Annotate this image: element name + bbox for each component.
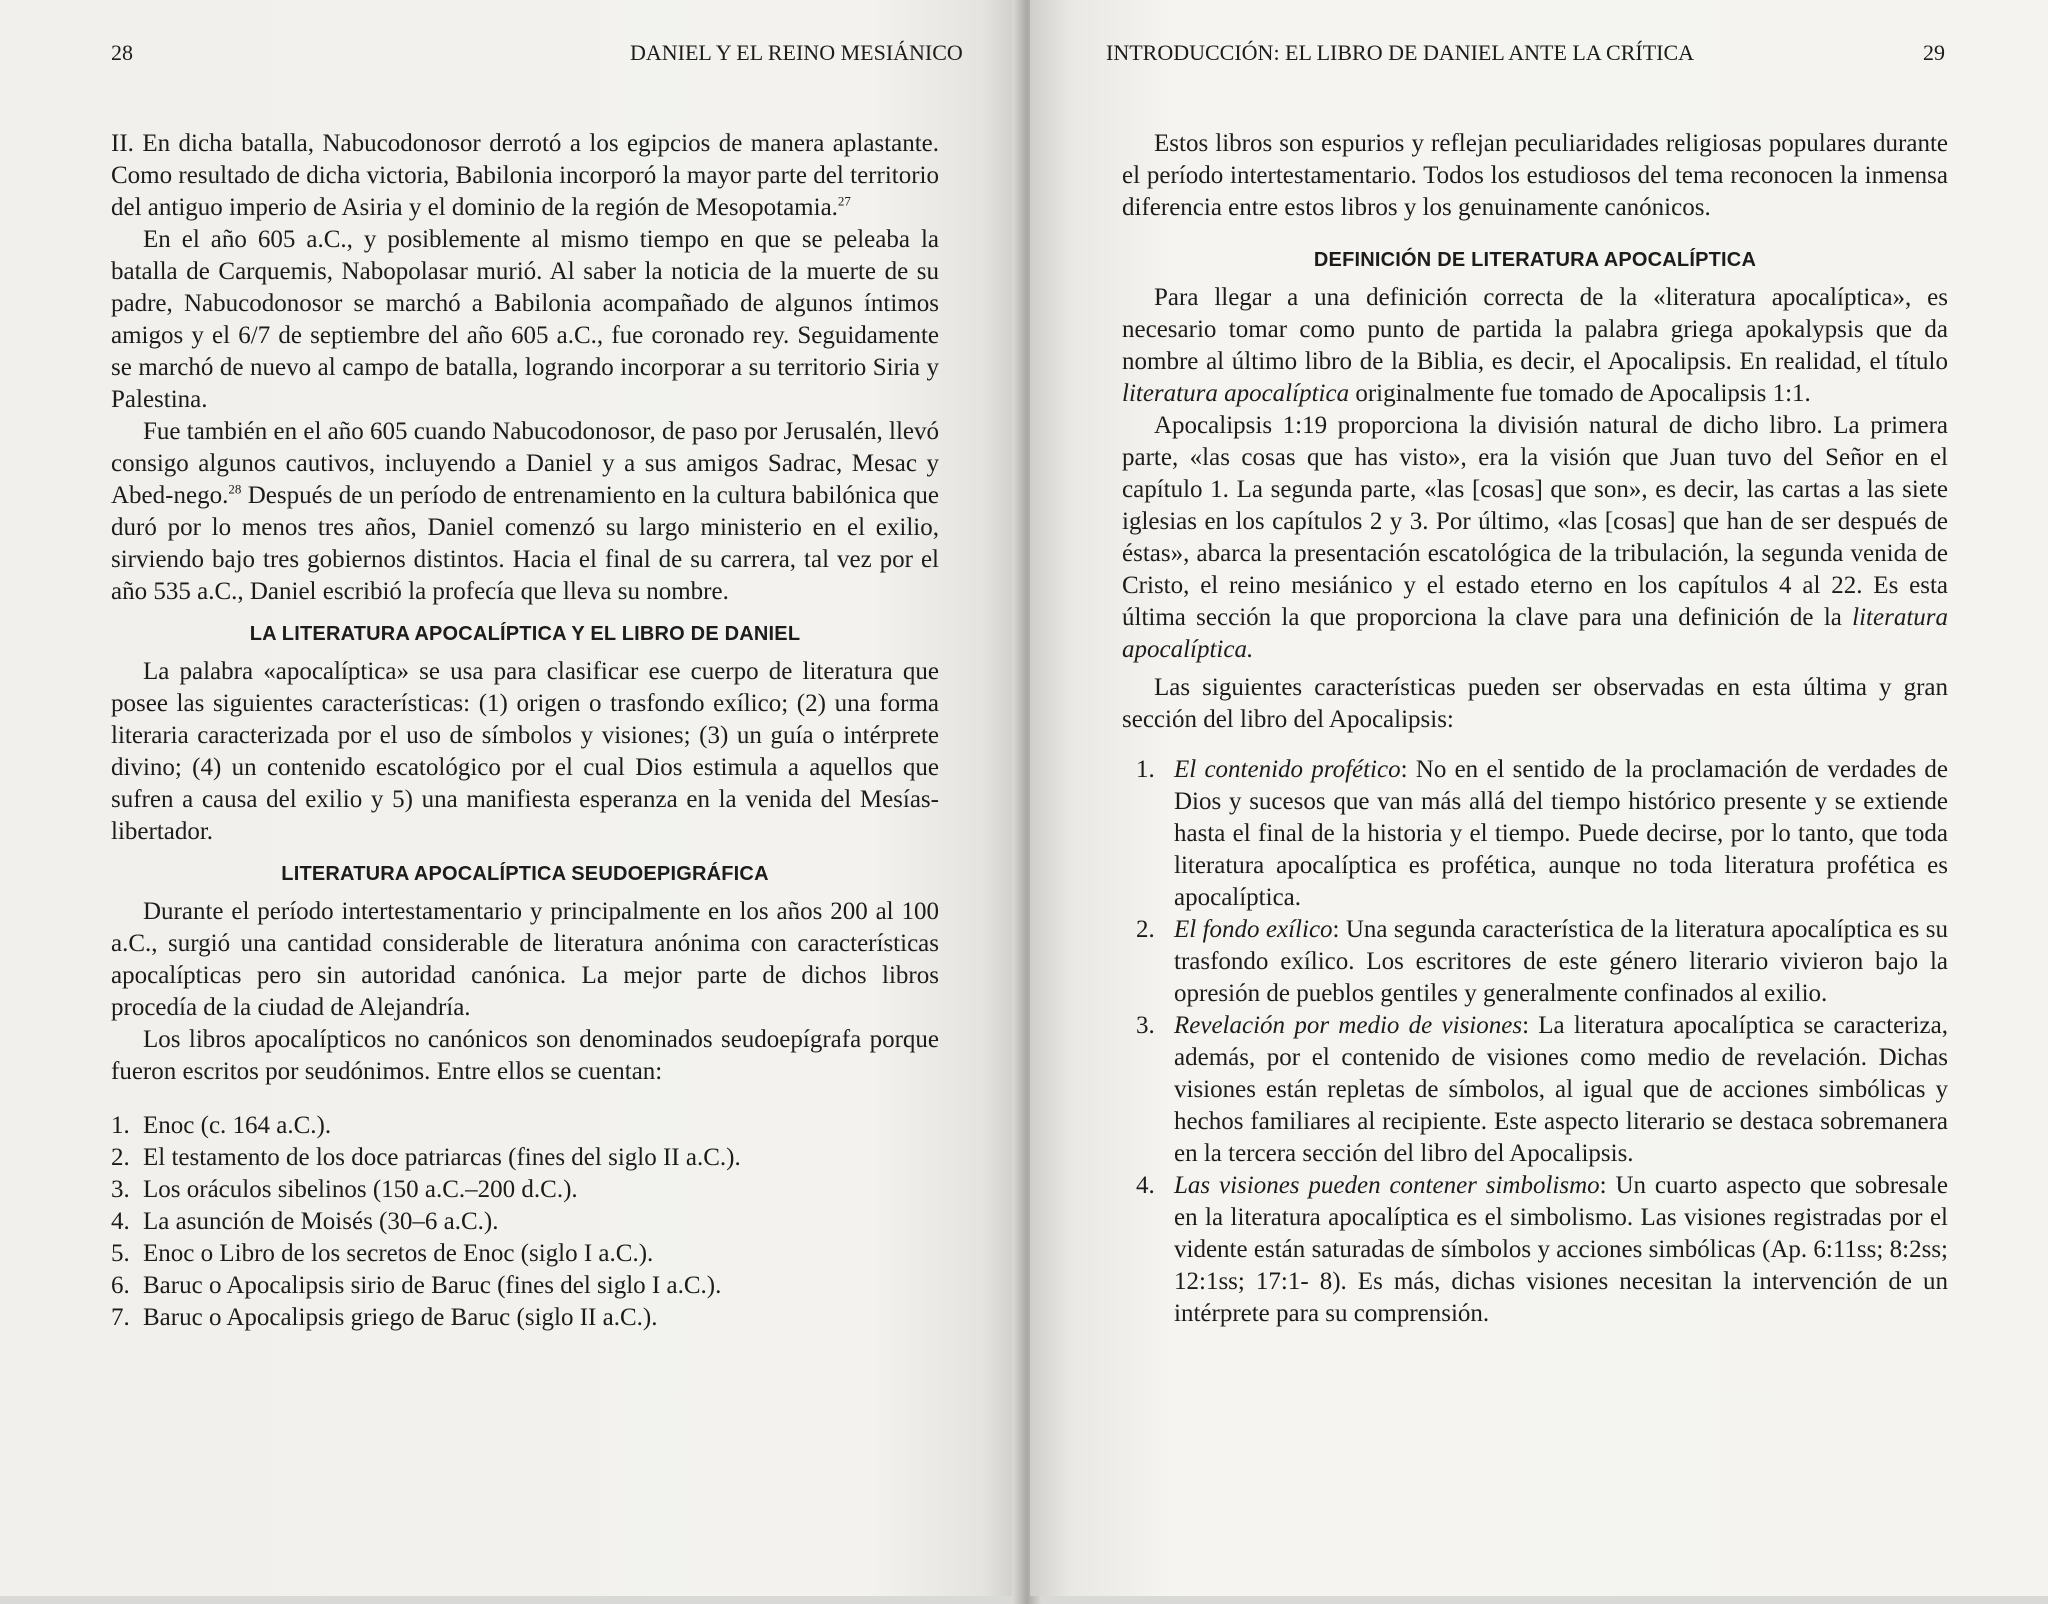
left-running-head: DANIEL Y EL REINO MESIÁNICO [630, 40, 963, 65]
pseudepigrapha-list [111, 1110, 939, 1334]
list-item: 1. El contenido profético: No en el sentido de la proclamación de verdades de Dios y sucesos que van más allá del tiempo histórico presente y se extiende hasta el final de la historia y el tiempo. Puede decirse, por lo tanto, que toda literatura apocalíptica es profética, aunque no toda literatura profética es apocalíptica. [1136, 756, 1949, 911]
footnote-ref: 27 [837, 193, 851, 209]
right-page [1030, 0, 2048, 1596]
list-item: 7. Baruc o Apocalipsis griego de Baruc (siglo II a.C.). [111, 1304, 658, 1331]
paragraph: Para llegar a una definición correcta de la «literatura apocalíptica», es necesario tomar como punto de partida la palabra griega apokalypsis que da nombre al último libro de la Biblia, es decir, el Apocalipsis. En realidad, el título literatura apocalíptica originalmente fue tomado de Apocalipsis 1:1. [1122, 284, 1948, 407]
right-running-head: INTRODUCCIÓN: EL LIBRO DE DANIEL ANTE LA CRÍTICA [1106, 40, 1695, 65]
section-heading: DEFINICIÓN DE LITERATURA APOCALÍPTICA [1313, 249, 1757, 271]
paragraph: Apocalipsis 1:19 proporciona la división natural de dicho libro. La primera parte, «las cosas que has visto», era la visión que Juan tuvo del Señor en el capítulo 1. La segunda parte, «las [cosas] que son», es decir, las cartas a las siete iglesias en los capítulos 2 y 3. Por último, «las [cosas] que han de ser después de éstas», abarca la presentación escatológica de la tribulación, la segunda venida de Cristo, el reino mesiánico y el estado eterno en los capítulos 4 al 22. Es esta última sección la que proporciona la clave para una definición de la literatura apocalíptica. [1122, 412, 1948, 663]
list-item: 5. Enoc o Libro de los secretos de Enoc (siglo I a.C.). [111, 1240, 654, 1267]
paragraph: Fue también en el año 605 cuando Nabucodonosor, de paso por Jerusalén, llevó consigo algunos cautivos, incluyendo a Daniel y a sus amigos Sadrac, Mesac y Abed-nego.$^{28}$ Después de un período de entrenamiento en la cultura babilónica que duró por lo menos tres años, Daniel comenzó su largo ministerio en el exilio, sirviendo bajo tres gobiernos distintos. Hacia el final de su carrera, tal vez por el año 535 a.C., Daniel escribió la profecía que lleva su nombre. [111, 418, 940, 605]
list-item: 1. Enoc (c. 164 a.C.). [111, 1112, 332, 1139]
section-heading: LA LITERATURA APOCALÍPTICA Y EL LIBRO DE DANIEL [249, 623, 801, 645]
paragraph: La palabra «apocalíptica» se usa para clasificar ese cuerpo de literatura que posee las siguientes características: (1) origen o trasfondo exílico; (2) una forma literaria caracterizada por el uso de símbolos y visiones; (3) un guía o intérprete divino; (4) un contenido escatológico por el cual Dios estimula a aquellos que sufren a causa del exilio y 5) una manifiesta esperanza en la venida del Mesías-libertador. [111, 658, 939, 845]
footnote-ref: 28 [228, 481, 242, 497]
paragraph: Estos libros son espurios y reflejan peculiaridades religiosas populares durante el período intertestamentario. Todos los estudiosos del tema reconocen la inmensa diferencia entre estos libros y los genuinamente canónicos. [1122, 130, 1948, 221]
paragraph: Los libros apocalípticos no canónicos son denominados seudoepígrafa porque fueron escritos por seudónimos. Entre ellos se cuentan: [111, 1026, 939, 1085]
list-item: 4. La asunción de Moisés (30–6 a.C.). [111, 1208, 499, 1235]
list-item: 3. Revelación por medio de visiones: La literatura apocalíptica se caracteriza, además, por el contenido de visiones como medio de revelación. Dichas visiones están repletas de símbolos, al igual que de acciones simbólicas y hechos familiares al recipiente. Este aspecto literario se destaca sobremanera en la tercera sección del libro del Apocalipsis. [1136, 1012, 1948, 1167]
left-body-text [111, 128, 939, 1334]
list-item: 3. Los oráculos sibelinos (150 a.C.–200 d.C.). [111, 1176, 578, 1203]
right-page-number: 29 [1923, 40, 1945, 65]
paragraph: Las siguientes características pueden ser observadas en esta última y gran sección del libro del Apocalipsis: [1122, 674, 1948, 733]
paragraph: En el año 605 a.C., y posiblemente al mismo tiempo en que se peleaba la batalla de Carquemis, Nabopolasar murió. Al saber la noticia de la muerte de su padre, Nabucodonosor se marchó a Babilonia acompañado de algunos íntimos amigos y el 6/7 de septiembre del año 605 a.C., fue coronado rey. Seguidamente se marchó de nuevo al campo de batalla, logrando incorporar a su territorio Siria y Palestina. [111, 226, 939, 413]
left-page-number: 28 [111, 40, 133, 65]
section-heading: LITERATURA APOCALÍPTICA SEUDOEPIGRÁFICA [281, 863, 769, 885]
list-item: 2. El testamento de los doce patriarcas (fines del siglo II a.C.). [111, 1144, 741, 1171]
right-body-text [1122, 128, 1948, 1330]
characteristics-list [1122, 754, 1948, 1330]
list-item: 4. Las visiones pueden contener simbolismo: Un cuarto aspecto que sobresale en la literatura apocalíptica es el simbolismo. Las visiones registradas por el vidente están saturadas de símbolos y acciones simbólicas (Ap. 6:11ss; 8:2ss; 12:1ss; 17:1- 8). Es más, dichas visiones necesitan la intervención de un intérprete para su comprensión. [1136, 1172, 1949, 1327]
paragraph: II. En dicha batalla, Nabucodonosor derrotó a los egipcios de manera aplastante. Como resultado de dicha victoria, Babilonia incorporó la mayor parte del territorio del antiguo imperio de Asiria y el dominio de la región de Mesopotamia.$^{27}$ [111, 130, 939, 221]
list-item: 2. El fondo exílico: Una segunda característica de la literatura apocalíptica es su trasfondo exílico. Los escritores de este género literario vivieron bajo la opresión de pueblos gentiles y generalmente confinados al exilio. [1136, 916, 1948, 1007]
list-item: 6. Baruc o Apocalipsis sirio de Baruc (fines del siglo I a.C.). [111, 1272, 722, 1299]
paragraph: Durante el período intertestamentario y principalmente en los años 200 al 100 a.C., surgió una cantidad considerable de literatura anónima con características apocalípticas pero sin autoridad canónica. La mejor parte de dichos libros procedía de la ciudad de Alejandría. [111, 898, 939, 1021]
left-page [0, 0, 1025, 1596]
